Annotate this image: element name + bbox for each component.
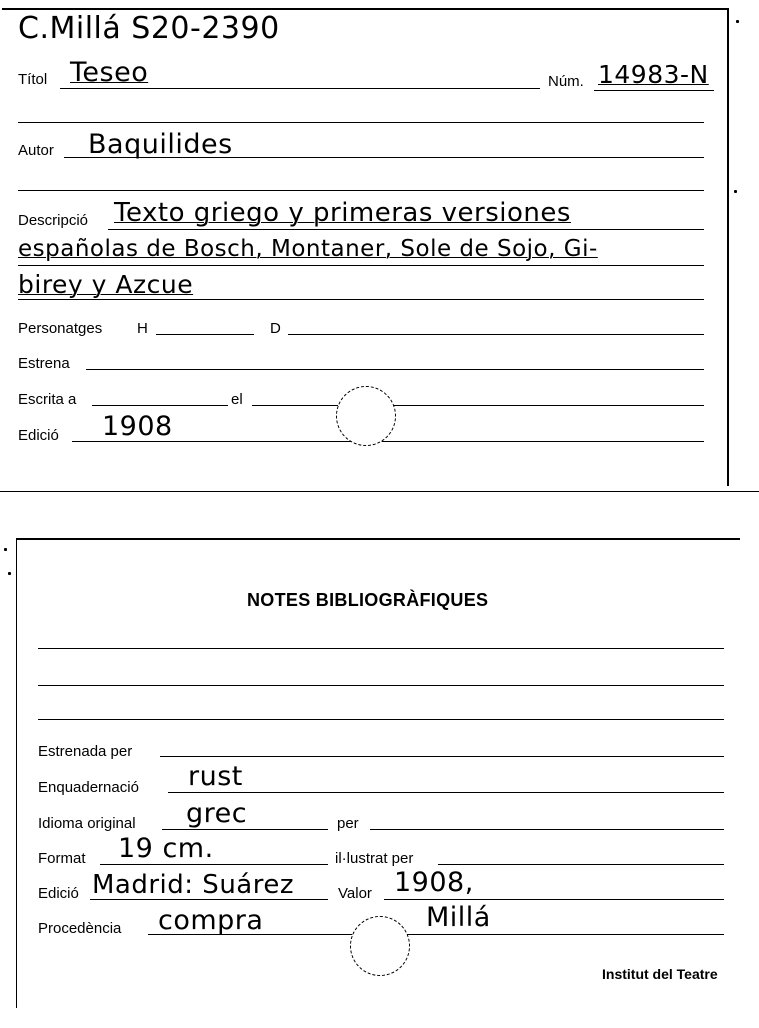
idioma-value: grec: [186, 798, 248, 829]
card-title: NOTES BIBLIOGRÀFIQUES: [247, 590, 489, 610]
format-line: [100, 864, 328, 865]
d-label: D: [270, 320, 281, 337]
edicio-value: 1908: [102, 411, 173, 442]
card-separator: [0, 491, 759, 492]
valor-label: Valor: [338, 885, 372, 902]
autor-value: Baquilides: [88, 129, 233, 160]
format-label: Format: [38, 850, 86, 867]
blank-line: [18, 190, 704, 191]
scan-speck: [734, 190, 737, 193]
notes-line: [38, 719, 724, 720]
edicio-label: Edició: [38, 885, 79, 902]
estrenada-line: [160, 756, 724, 757]
descripcio-line-1: [108, 229, 704, 230]
titol-line: [60, 88, 540, 89]
escrita-label: Escrita a: [18, 391, 77, 408]
notes-line: [38, 685, 724, 686]
descripcio-line-2: [18, 265, 704, 266]
titol-value: Teseo: [70, 57, 149, 88]
institution-label: Institut del Teatre: [602, 966, 718, 982]
enquadernacio-line: [168, 792, 724, 793]
format-value: 19 cm.: [118, 833, 214, 864]
scan-speck: [736, 20, 739, 23]
edicio-label: Edició: [18, 427, 59, 444]
illustrat-line: [438, 864, 724, 865]
edicio-value: Madrid: Suárez: [92, 870, 294, 900]
estrena-line: [86, 369, 704, 370]
enquadernacio-value: rust: [188, 761, 243, 792]
descripcio-value-3: birey y Azcue: [18, 270, 194, 299]
el-line: [252, 405, 704, 406]
per-line: [370, 829, 724, 830]
valor-line: [384, 899, 724, 900]
procedencia-label: Procedència: [38, 920, 122, 937]
num-line: [594, 90, 714, 91]
el-label: el: [231, 391, 243, 408]
procedencia-value: compra: [158, 905, 264, 936]
punch-hole: [336, 386, 396, 446]
illustrat-label: il·lustrat per: [335, 850, 414, 867]
descripcio-value-1: Texto griego y primeras versiones: [114, 198, 571, 228]
h-line: [156, 334, 254, 335]
escrita-line: [92, 405, 228, 406]
descripcio-label: Descripció: [18, 212, 89, 229]
valor-value: 1908,: [394, 867, 474, 898]
estrenada-label: Estrenada per: [38, 743, 133, 760]
scan-speck: [8, 572, 11, 575]
per-label: per: [337, 815, 359, 832]
estrena-label: Estrena: [18, 355, 70, 372]
scan-speck: [4, 548, 7, 551]
punch-hole: [350, 916, 410, 976]
personatges-label: Personatges: [18, 320, 103, 337]
header-note: C.Millá S20-2390: [18, 11, 280, 46]
titol-label: Títol: [18, 71, 48, 88]
d-line: [288, 334, 704, 335]
num-value: 14983-N: [598, 60, 709, 89]
enquadernacio-label: Enquadernació: [38, 779, 139, 796]
idioma-label: Idioma original: [38, 815, 136, 832]
h-label: H: [137, 320, 148, 337]
autor-label: Autor: [18, 142, 54, 159]
procedencia-note: Millá: [426, 902, 491, 933]
blank-line: [18, 122, 704, 123]
descripcio-value-2: españolas de Bosch, Montaner, Sole de Sojo, Gi-: [18, 236, 598, 262]
notes-line: [38, 648, 724, 649]
num-label: Núm.: [548, 73, 584, 90]
idioma-line: [162, 829, 328, 830]
